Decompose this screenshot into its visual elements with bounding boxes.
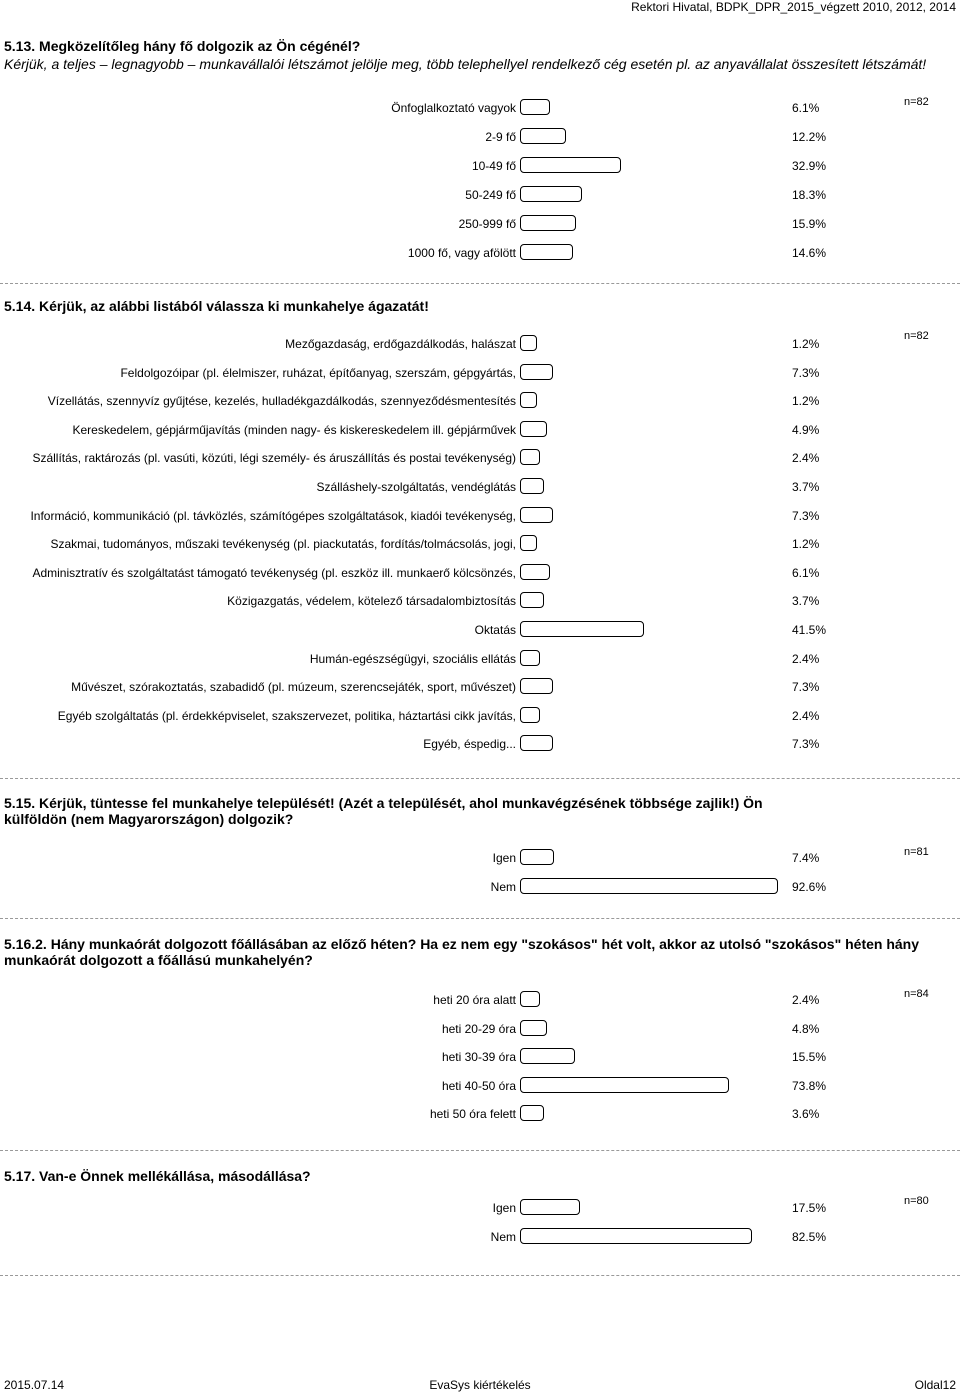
question-subtitle: Kérjük, a teljes – legnagyobb – munkavállalói létszámot jelölje meg, több telephellyel rendelkező cég esetén pl. az anyavállalat összesített létszámát! bbox=[4, 56, 927, 72]
category-label: Egyéb, éspedig... bbox=[423, 737, 516, 752]
percent-label: 2.4% bbox=[792, 708, 820, 723]
percent-label: 6.1% bbox=[792, 101, 820, 115]
bar-row bbox=[0, 734, 960, 754]
bar bbox=[520, 215, 576, 231]
category-label: Nem bbox=[490, 1230, 516, 1244]
question-title: 5.17. Van-e Önnek mellékállása, másodállása? bbox=[4, 1168, 311, 1184]
category-label: heti 20 óra alatt bbox=[433, 993, 516, 1007]
category-label: Igen bbox=[492, 851, 516, 865]
bar-row bbox=[0, 420, 960, 440]
bar bbox=[520, 1020, 547, 1036]
bar bbox=[520, 621, 644, 637]
bar bbox=[520, 478, 544, 494]
category-label: heti 20-29 óra bbox=[441, 1021, 516, 1036]
category-label: Mezőgazdaság, erdőgazdálkodás, halászat bbox=[285, 337, 516, 351]
bar-row bbox=[0, 448, 960, 468]
section-divider bbox=[0, 778, 960, 779]
category-label: Művészet, szórakoztatás, szabadidő (pl. múzeum, szerencsejáték, sport, művészet) bbox=[71, 680, 516, 695]
percent-label: 15.5% bbox=[792, 1050, 827, 1064]
bar-row bbox=[0, 156, 960, 176]
bar-row bbox=[0, 620, 960, 640]
bar bbox=[520, 421, 547, 437]
bar bbox=[520, 507, 553, 523]
percent-label: 1.2% bbox=[792, 537, 820, 552]
category-label: Nem bbox=[490, 880, 516, 894]
percent-label: 2.4% bbox=[792, 651, 820, 666]
percent-label: 7.4% bbox=[792, 851, 820, 865]
bar-row bbox=[0, 214, 960, 234]
category-label: Információ, kommunikáció (pl. távközlés, számítógépes szolgáltatások, kiadói tevékenység, bbox=[30, 508, 516, 523]
bar bbox=[520, 991, 540, 1007]
bar-row bbox=[0, 706, 960, 726]
section-divider bbox=[0, 283, 960, 284]
percent-label: 7.3% bbox=[792, 508, 820, 523]
footer-center: EvaSys kiértékelés bbox=[429, 1378, 531, 1392]
bar bbox=[520, 1077, 729, 1093]
percent-label: 7.3% bbox=[792, 365, 820, 380]
question-title: 5.16.2. Hány munkaórát dolgozott főállásában az előző héten? Ha ez nem egy "szokásos" hét volt, akkor az utolsó "szokásos" héten hány munkaórát dolgozott a főállású munkahelyén? bbox=[4, 936, 920, 968]
bar-row bbox=[0, 534, 960, 554]
bar-row bbox=[0, 334, 960, 354]
question-title: 5.14. Kérjük, az alábbi listából válassza ki munkahelye ágazatát! bbox=[4, 298, 429, 314]
category-label: Egyéb szolgáltatás (pl. érdekképviselet, szakszervezet, politika, háztartási cikk javítás, bbox=[57, 708, 516, 723]
percent-label: 4.9% bbox=[792, 422, 820, 437]
bar-row bbox=[0, 848, 960, 868]
bar-row bbox=[0, 677, 960, 697]
bar bbox=[520, 650, 540, 666]
category-label: Humán-egészségügyi, szociális ellátás bbox=[309, 651, 516, 666]
percent-label: 41.5% bbox=[792, 623, 827, 637]
bar bbox=[520, 592, 544, 608]
category-label: Vízellátás, szennyvíz gyűjtése, kezelés, hulladékgazdálkodás, szennyeződésmentesítés bbox=[47, 394, 516, 409]
percent-label: 73.8% bbox=[792, 1078, 827, 1093]
category-label: Közigazgatás, védelem, kötelező társadalombiztosítás bbox=[227, 594, 516, 609]
bar-row bbox=[0, 563, 960, 583]
bar bbox=[520, 157, 621, 173]
percent-label: 32.9% bbox=[792, 159, 827, 173]
sample-size: n=84 bbox=[904, 988, 929, 1000]
bar bbox=[520, 878, 778, 894]
percent-label: 92.6% bbox=[792, 880, 827, 894]
bar-row bbox=[0, 1198, 960, 1218]
bar bbox=[520, 564, 550, 580]
bar-row bbox=[0, 506, 960, 526]
bar bbox=[520, 244, 573, 260]
percent-label: 2.4% bbox=[792, 451, 820, 466]
percent-label: 3.7% bbox=[792, 480, 820, 494]
bar-row bbox=[0, 1047, 960, 1067]
category-label: 2-9 fő bbox=[485, 130, 516, 144]
question-title: 5.13. Megközelítőleg hány fő dolgozik az Ön cégénél? bbox=[4, 38, 361, 54]
category-label: Kereskedelem, gépjárműjavítás (minden nagy- és kiskereskedelem ill. gépjárművek bbox=[72, 422, 516, 437]
bar-row bbox=[0, 1104, 960, 1124]
bar bbox=[520, 1105, 544, 1121]
percent-label: 1.2% bbox=[792, 337, 820, 351]
bar bbox=[520, 535, 537, 551]
bar-row bbox=[0, 1076, 960, 1096]
bar-row bbox=[0, 591, 960, 611]
category-label: heti 50 óra felett bbox=[429, 1107, 516, 1121]
sample-size: n=81 bbox=[904, 846, 929, 858]
bar-row bbox=[0, 477, 960, 497]
bar bbox=[520, 449, 540, 465]
category-label: Feldolgozóipar (pl. élelmiszer, ruházat, építőanyag, szerszám, gépgyártás, bbox=[120, 365, 516, 380]
bar-row bbox=[0, 649, 960, 669]
footer-date: 2015.07.14 bbox=[4, 1378, 65, 1392]
percent-label: 1.2% bbox=[792, 394, 820, 409]
category-label: Önfoglalkoztató vagyok bbox=[391, 101, 516, 115]
category-label: 1000 fő, vagy afölött bbox=[407, 246, 516, 260]
sample-size: n=80 bbox=[904, 1195, 929, 1207]
sample-size: n=82 bbox=[904, 96, 929, 108]
bar bbox=[520, 186, 582, 202]
percent-label: 7.3% bbox=[792, 680, 820, 695]
percent-label: 4.8% bbox=[792, 1021, 820, 1036]
bar bbox=[520, 707, 540, 723]
bar-row bbox=[0, 243, 960, 263]
percent-label: 15.9% bbox=[792, 217, 827, 231]
bar-row bbox=[0, 363, 960, 383]
category-label: Szálláshely-szolgáltatás, vendéglátás bbox=[316, 480, 516, 494]
bar bbox=[520, 128, 566, 144]
bar bbox=[520, 392, 537, 408]
bar-row bbox=[0, 185, 960, 205]
category-label: Szakmai, tudományos, műszaki tevékenység (pl. piackutatás, fordítás/tolmácsolás, jogi, bbox=[50, 537, 516, 552]
bar bbox=[520, 1199, 580, 1215]
sample-size: n=82 bbox=[904, 330, 929, 342]
percent-label: 18.3% bbox=[792, 188, 827, 202]
bar bbox=[520, 1048, 575, 1064]
category-label: Oktatás bbox=[474, 623, 516, 637]
percent-label: 14.6% bbox=[792, 246, 827, 260]
category-label: Szállítás, raktározás (pl. vasúti, közúti, légi személy- és áruszállítás és postai tevékenység) bbox=[32, 451, 516, 466]
bar-row bbox=[0, 990, 960, 1010]
category-label: Adminisztratív és szolgáltatást támogató tevékenység (pl. eszköz ill. munkaerő kölcsönzés, bbox=[32, 565, 516, 580]
report-header: Rektori Hivatal, BDPK_DPR_2015_végzett 2010, 2012, 2014 bbox=[631, 0, 956, 14]
section-divider bbox=[0, 918, 960, 919]
bar-row bbox=[0, 1227, 960, 1247]
bar-row bbox=[0, 391, 960, 411]
percent-label: 2.4% bbox=[792, 993, 820, 1007]
percent-label: 82.5% bbox=[792, 1230, 827, 1244]
category-label: heti 30-39 óra bbox=[441, 1050, 516, 1064]
footer-page: Oldal12 bbox=[914, 1378, 956, 1392]
bar-row bbox=[0, 877, 960, 897]
question-title: 5.15. Kérjük, tüntesse fel munkahelye települését! (Azét a települését, ahol munkavégzésének többsége zajlik!) Ön külföldön (nem Magyarországon) dolgozik? bbox=[4, 795, 763, 827]
bar-row bbox=[0, 127, 960, 147]
bar bbox=[520, 335, 537, 351]
category-label: 50-249 fő bbox=[465, 188, 516, 202]
section-divider bbox=[0, 1275, 960, 1276]
bar bbox=[520, 1228, 752, 1244]
category-label: Igen bbox=[492, 1201, 516, 1215]
bar bbox=[520, 678, 553, 694]
bar bbox=[520, 735, 553, 751]
bar bbox=[520, 849, 554, 865]
bar bbox=[520, 99, 550, 115]
percent-label: 6.1% bbox=[792, 565, 820, 580]
bar-row bbox=[0, 1019, 960, 1039]
category-label: heti 40-50 óra bbox=[441, 1078, 516, 1093]
category-label: 250-999 fő bbox=[458, 217, 516, 231]
percent-label: 3.6% bbox=[792, 1107, 820, 1121]
category-label: 10-49 fő bbox=[471, 159, 516, 173]
percent-label: 12.2% bbox=[792, 130, 827, 144]
percent-label: 3.7% bbox=[792, 594, 820, 609]
bar bbox=[520, 364, 553, 380]
percent-label: 17.5% bbox=[792, 1201, 827, 1215]
percent-label: 7.3% bbox=[792, 737, 820, 752]
bar-row bbox=[0, 98, 960, 118]
section-divider bbox=[0, 1150, 960, 1151]
